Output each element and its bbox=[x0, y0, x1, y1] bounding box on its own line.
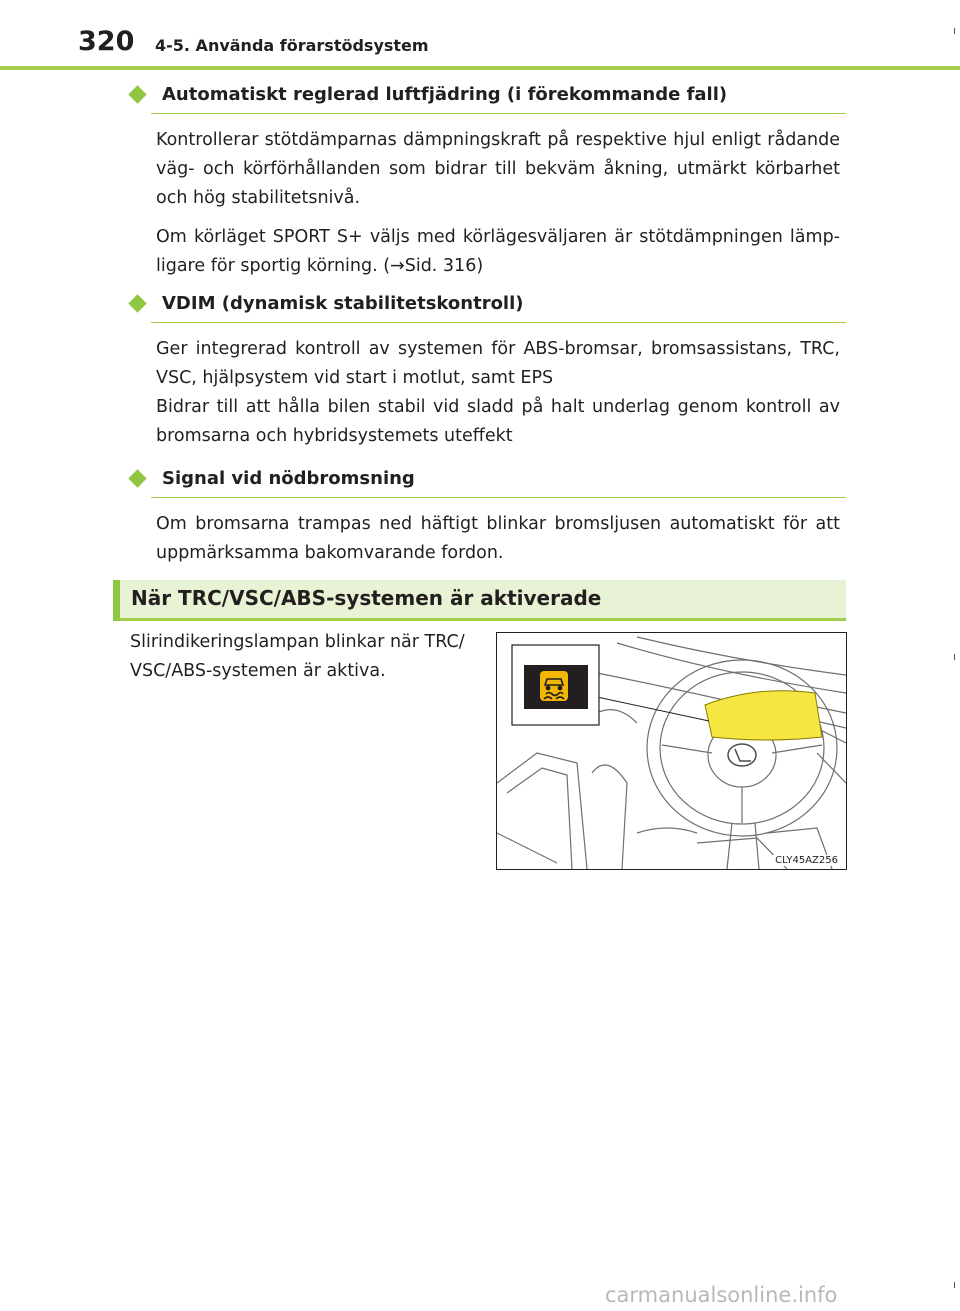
section-air-suspension bbox=[128, 78, 846, 281]
dashboard-illustration bbox=[496, 632, 847, 870]
header-rule bbox=[0, 66, 960, 70]
paragraph: Om körläget SPORT S+ väljs med körlägesväljaren är stötdämpningen lämp-ligare för sportig körning. (→Sid. 316) bbox=[156, 227, 840, 276]
crop-mark bbox=[954, 28, 955, 34]
banner-accent-bar bbox=[113, 580, 120, 621]
section-title-text: VDIM (dynamisk stabilitetskontroll) bbox=[162, 292, 524, 314]
section-rule bbox=[151, 322, 846, 323]
page-header bbox=[0, 0, 960, 72]
skid-indicator-icon bbox=[540, 671, 568, 701]
section-title bbox=[128, 462, 846, 494]
diamond-bullet-icon bbox=[128, 469, 146, 487]
diamond-bullet-icon bbox=[128, 85, 146, 103]
section-rule bbox=[151, 497, 846, 498]
section-rule bbox=[151, 113, 846, 114]
section-emergency-brake-signal bbox=[128, 462, 846, 568]
diamond-bullet-icon bbox=[128, 294, 146, 312]
banner-body-text: Slirindikeringslampan blinkar när TRC/ VSC/ABS-systemen är aktiva. bbox=[130, 632, 465, 681]
section-title bbox=[128, 78, 846, 110]
paragraph: Kontrollerar stötdämparnas dämpningskraft på respektive hjul enligt rådande väg- och körförhållanden som bidrar till bekväm åkning, utmärkt körbarhet och hög stabilitetsnivå. bbox=[156, 130, 840, 208]
watermark: carmanualsonline.info bbox=[605, 1283, 838, 1307]
page-number: 320 bbox=[78, 26, 135, 57]
chapter-title: 4-5. Använda förarstödsystem bbox=[155, 36, 429, 55]
banner-title: När TRC/VSC/ABS-systemen är aktiverade bbox=[131, 586, 602, 610]
paragraph: Om bromsarna trampas ned häftigt blinkar bromsljusen automatiskt för att uppmärksamma bakomvarande fordon. bbox=[156, 514, 840, 563]
dashboard-drawing bbox=[497, 633, 846, 869]
section-vdim bbox=[128, 287, 846, 451]
section-title-text: Signal vid nödbromsning bbox=[162, 467, 415, 489]
crop-mark bbox=[954, 654, 955, 660]
paragraph: Bidrar till att hålla bilen stabil vid sladd på halt underlag genom kontroll av bromsarna och hybridsystemets uteffekt bbox=[156, 397, 840, 446]
paragraph: Ger integrerad kontroll av systemen för ABS-bromsar, bromsassistans, TRC, VSC, hjälpsystem vid start i motlut, samt EPS bbox=[156, 339, 840, 388]
figure-code: CLY45AZ256 bbox=[775, 855, 838, 866]
section-title-text: Automatiskt reglerad luftfjädring (i förekommande fall) bbox=[162, 83, 728, 105]
crop-mark bbox=[954, 1282, 955, 1288]
section-banner bbox=[113, 580, 846, 621]
meter-highlight bbox=[705, 691, 822, 740]
section-title bbox=[128, 287, 846, 319]
